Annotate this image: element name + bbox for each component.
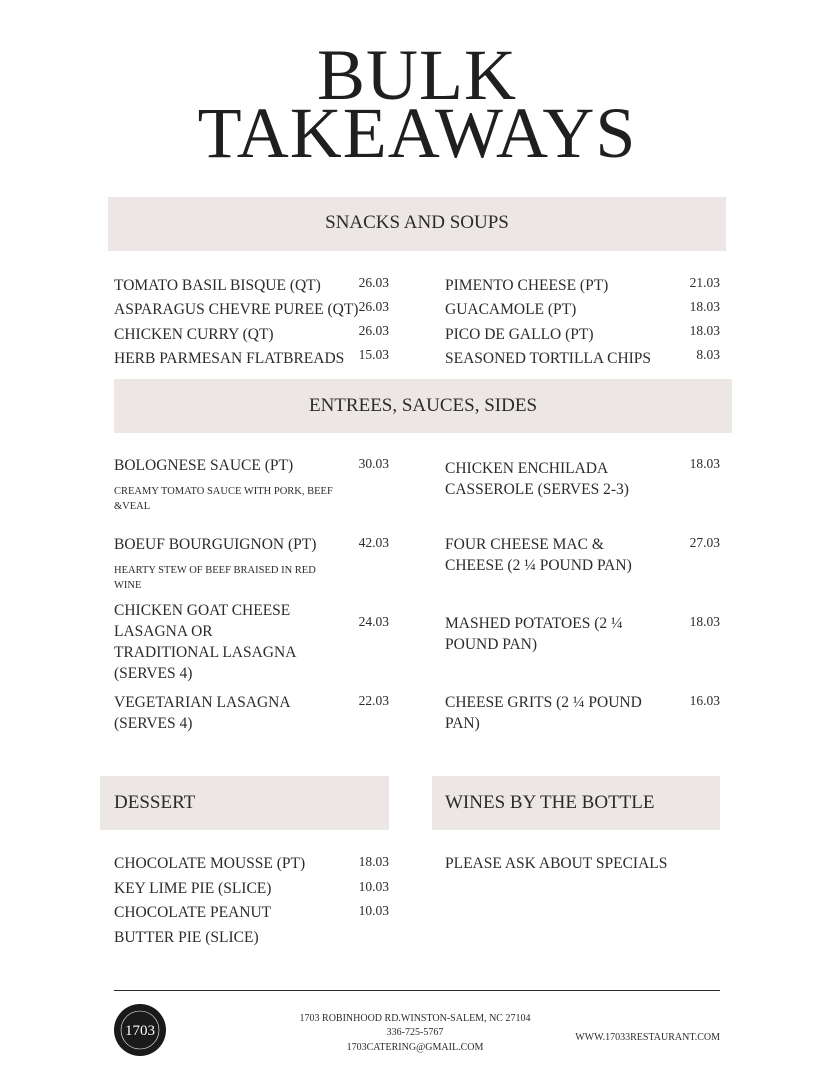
menu-price: 21.03 xyxy=(689,275,720,290)
logo-number: 1703 xyxy=(125,1023,155,1039)
menu-price: 8.03 xyxy=(696,347,720,362)
footer-phone: 336-725-5767 xyxy=(386,1027,444,1038)
menu-price: 18.03 xyxy=(358,854,389,869)
menu-price: 10.03 xyxy=(358,903,389,918)
menu-item: CHOCOLATE MOUSSE (PT) xyxy=(114,855,306,872)
menu-price: 26.03 xyxy=(358,323,389,338)
menu-price: 18.03 xyxy=(689,614,720,629)
menu-item: BOLOGNESE SAUCE (PT) xyxy=(114,457,294,474)
wines-note: PLEASE ASK ABOUT SPECIALS xyxy=(445,855,668,872)
menu-price: 22.03 xyxy=(358,693,389,708)
menu-price: 26.03 xyxy=(358,275,389,290)
wines-section-title: WINES BY THE BOTTLE xyxy=(445,792,655,813)
menu-item: MASHED POTATOES (2 ¼ POUND PAN) xyxy=(445,615,623,653)
menu-item: CHICKEN CURRY (QT) xyxy=(114,326,274,343)
menu-item: SEASONED TORTILLA CHIPS xyxy=(445,350,652,367)
footer-email: 1703CATERING@GMAIL.COM xyxy=(346,1042,484,1053)
menu-description: HEARTY STEW OF BEEF BRAISED IN RED WINE xyxy=(114,565,316,591)
menu-item: BOEUF BOURGUIGNON (PT) xyxy=(114,536,317,553)
restaurant-logo xyxy=(114,1004,166,1056)
menu-item: PICO DE GALLO (PT) xyxy=(445,326,594,343)
menu-item: KEY LIME PIE (SLICE) xyxy=(114,880,272,897)
menu-description: CREAMY TOMATO SAUCE WITH PORK, BEEF &VEAL xyxy=(114,486,333,512)
footer-website[interactable]: WWW.17033RESTAURANT.COM xyxy=(575,1032,720,1043)
menu-item: BUTTER PIE (SLICE) xyxy=(114,929,259,946)
title-line-1: BULK xyxy=(317,35,517,115)
menu-price: 15.03 xyxy=(358,347,389,362)
menu-price: 10.03 xyxy=(358,879,389,894)
menu-item: ASPARAGUS CHEVRE PUREE (QT) xyxy=(114,301,359,318)
menu-item: PIMENTO CHEESE (PT) xyxy=(445,277,609,294)
menu-item: CHOCOLATE PEANUT xyxy=(114,904,272,921)
menu-price: 18.03 xyxy=(689,299,720,314)
menu-price: 24.03 xyxy=(358,614,389,629)
menu-price: 18.03 xyxy=(689,456,720,471)
menu-price: 42.03 xyxy=(358,535,389,550)
menu-item: FOUR CHEESE MAC & CHEESE (2 ¼ POUND PAN) xyxy=(445,536,632,574)
footer-divider xyxy=(114,990,720,991)
menu-price: 27.03 xyxy=(689,535,720,550)
menu-price: 18.03 xyxy=(689,323,720,338)
entrees-section-title: ENTREES, SAUCES, SIDES xyxy=(308,395,538,416)
menu-price: 30.03 xyxy=(358,456,389,471)
menu-item: HERB PARMESAN FLATBREADS xyxy=(114,350,345,367)
menu-item: GUACAMOLE (PT) xyxy=(445,301,577,318)
title-line-2: TAKEAWAYS xyxy=(197,93,637,173)
footer-address: 1703 ROBINHOOD RD.WINSTON-SALEM, NC 27104 xyxy=(299,1013,531,1024)
dessert-section-title: DESSERT xyxy=(114,792,196,813)
menu-item: CHICKEN GOAT CHEESE LASAGNA OR TRADITIONAL LASAGNA (SERVES 4) xyxy=(114,602,296,682)
menu-price: 16.03 xyxy=(689,693,720,708)
menu-item: CHICKEN ENCHILADA CASSEROLE (SERVES 2-3) xyxy=(445,460,629,498)
logo-mark xyxy=(114,1004,166,1056)
menu-item: CHEESE GRITS (2 ¼ POUND PAN) xyxy=(445,694,642,732)
menu-item: VEGETARIAN LASAGNA (SERVES 4) xyxy=(114,694,290,732)
menu-price: 26.03 xyxy=(358,299,389,314)
snacks-section-title: SNACKS AND SOUPS xyxy=(325,212,509,233)
menu-item: TOMATO BASIL BISQUE (QT) xyxy=(114,277,321,294)
